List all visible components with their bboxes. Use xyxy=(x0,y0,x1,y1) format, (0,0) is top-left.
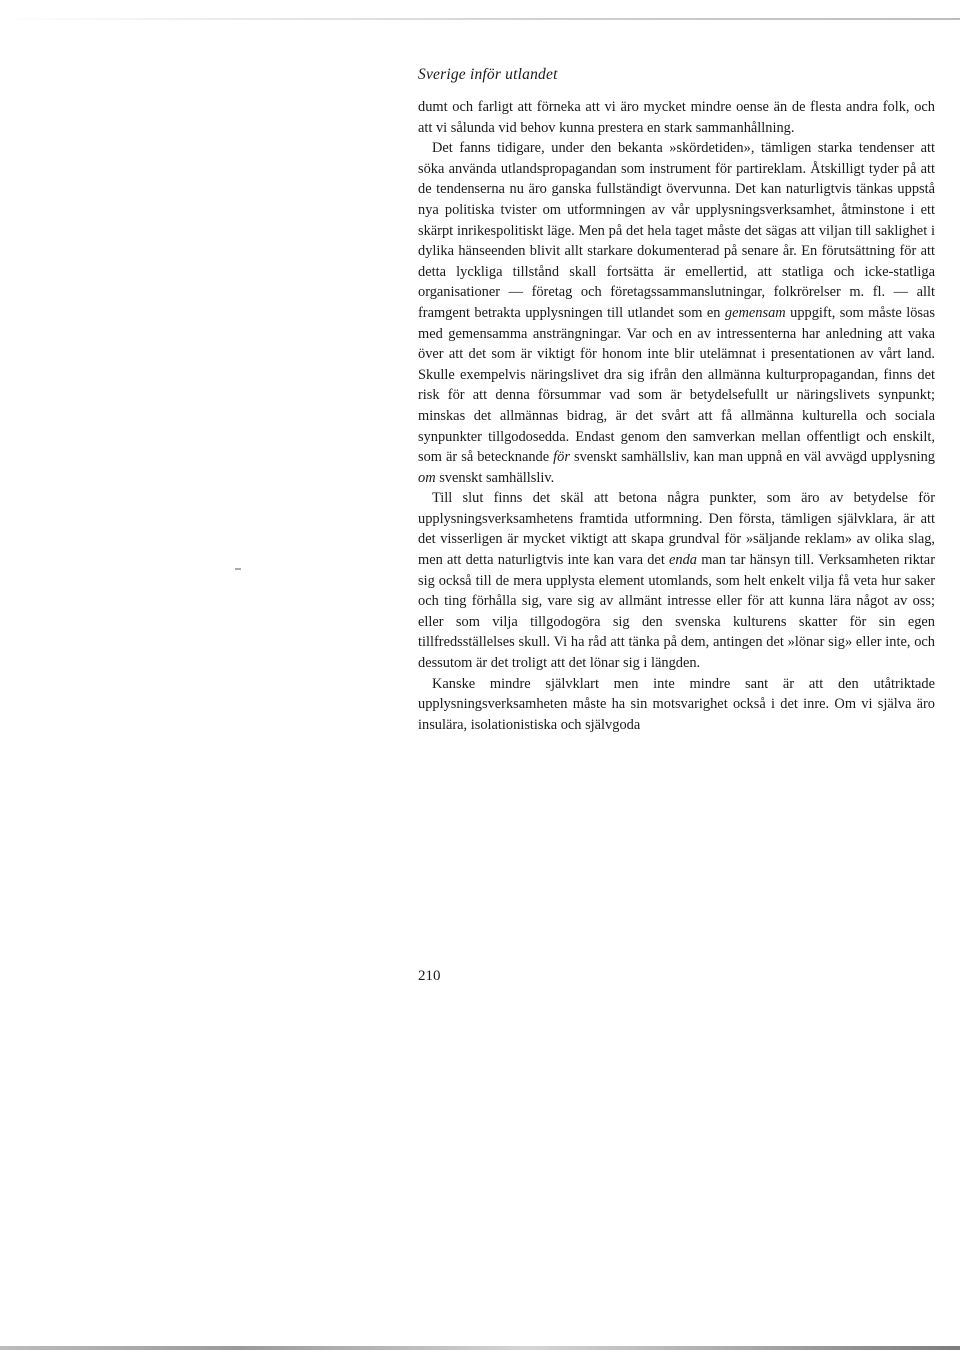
emphasis-text: gemensam xyxy=(724,304,786,321)
paragraph-text: svenskt samhällsliv, kan man uppnå en väl avvägd upplysning xyxy=(569,449,935,466)
paragraph-text: Kanske mindre självklart men inte mindre sant är att den utåtriktade upplysningsverksamheten måste ha sin motsvarighet också i det inre. Om vi själva äro insulära, isolationistiska och självgoda xyxy=(418,675,935,733)
paragraph-text: Till slut finns det skäl att betona några punkter, som äro av betydelse för upplysningsverksamhetens framtida utformning. Den första, tämligen självklara, är att det visserligen är mycket viktigt att skapa grundval för »säljande reklam» av olika slag, men att detta naturligtvis inte kan vara det xyxy=(418,490,935,569)
page-number: 210 xyxy=(418,968,441,984)
paragraph xyxy=(418,674,935,736)
emphasis-text: om xyxy=(418,469,436,486)
paragraph-text: svenskt samhällsliv. xyxy=(435,469,555,486)
paragraph xyxy=(418,488,935,673)
paragraph-text: uppgift, som måste lösas med gemensamma ansträngningar. Var och en av intressenterna har anledning att vaka över att det som är viktigt för honom inte blir utelämnat i presentationen av vårt land. Skulle exempelvis näringslivet dra sig ifrån den allmänna kulturpropagandan, finns det risk för att denna försummar vad som är betydelsefullt ur näringslivets synpunkt; minskas det allmännas bidrag, är det svårt att få allmänna kulturella och sociala synpunkter tillgodosedda. Endast genom den samverkan mellan offentligt och enskilt, som är så betecknande xyxy=(418,304,935,466)
emphasis-text: för xyxy=(553,449,570,466)
paragraph xyxy=(418,97,935,138)
running-head: Sverige inför utlandet xyxy=(418,66,558,83)
body-text xyxy=(418,97,935,735)
paragraph-text: Det fanns tidigare, under den bekanta »skördetiden», tämligen starka tendenser att söka använda utlandspropagandan som instrument för partireklam. Åtskilligt tyder på att de tendenserna nu äro ganska fullständigt övervunna. Det kan naturligtvis tänkas uppstå nya politiska tvister om utformningen av vår upplysningsverksamhet, åtminstone i ett skärpt inrikespolitiskt läge. Men på det hela taget måste det sägas att viljan till saklighet i dylika hänseenden blivit allt starkare dokumenterad på senare år. En förutsättning för att detta lyckliga tillstånd skall fortsätta är emellertid, att statliga och icke-statliga organisationer — företag och företagssammanslutningar, folkrörelser m. fl. — allt framgent betrakta upplysningen till utlandet som en xyxy=(418,140,935,321)
paragraph-text: dumt och farligt att förneka att vi äro mycket mindre oense än de flesta andra folk, och att vi sålunda vid behov kunna prestera en stark sammanhållning. xyxy=(418,99,935,136)
margin-mark xyxy=(235,568,241,570)
scan-edge-top xyxy=(0,18,960,20)
emphasis-text: enda xyxy=(669,552,698,569)
paragraph xyxy=(418,138,935,488)
paragraph-text: man tar hänsyn till. Verksamheten riktar sig också till de mera upplysta element utomlands, som helt enkelt vilja få veta hur saker och ting förhålla sig, vare sig av allmänt intresse eller för att kunna lära något av oss; eller som vilja tillgodogöra sig den svenska kulturens skatter för sin egen tillfredsställelses skull. Vi ha råd att tänka på dem, antingen det »lönar sig» eller inte, och dessutom är det troligt att det lönar sig i längden. xyxy=(418,552,935,672)
scan-edge-bottom xyxy=(0,1346,960,1350)
